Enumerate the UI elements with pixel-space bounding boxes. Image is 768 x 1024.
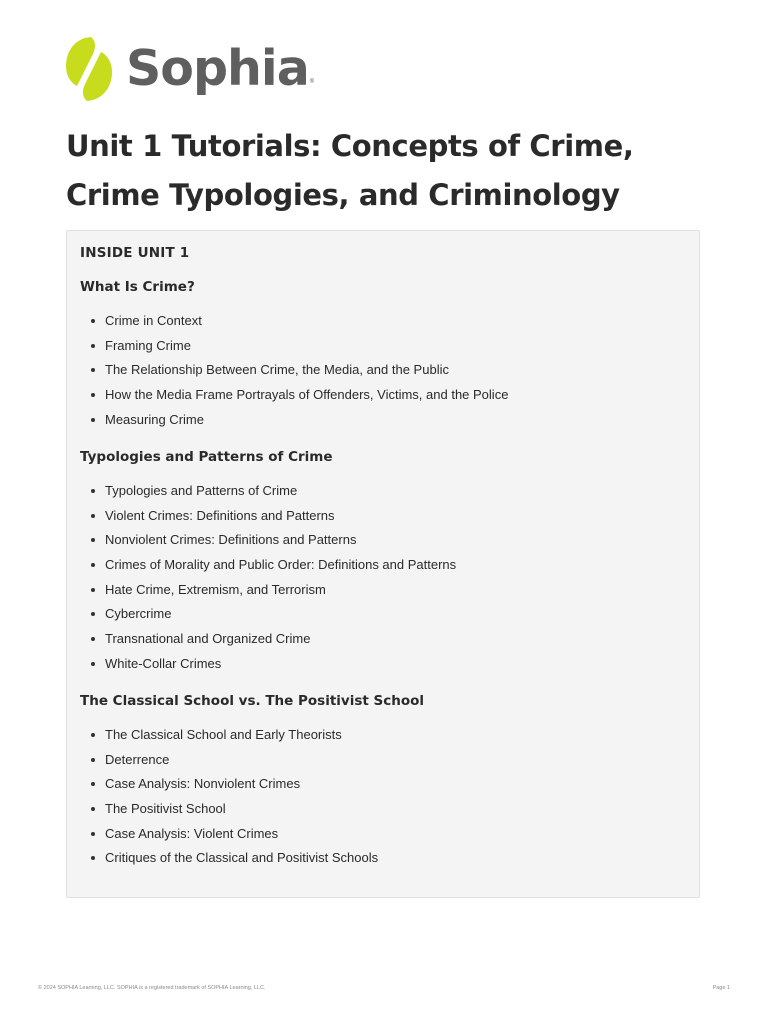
bullet-icon <box>91 393 95 397</box>
bullet-icon <box>91 832 95 836</box>
list-item-label: Hate Crime, Extremism, and Terrorism <box>105 581 326 597</box>
list-item-label: The Positivist School <box>105 801 226 817</box>
tutorial-list <box>80 726 378 874</box>
list-item[interactable] <box>80 386 508 411</box>
bullet-icon <box>91 612 95 616</box>
list-item-label: Case Analysis: Violent Crimes <box>105 825 279 841</box>
inside-unit-heading: INSIDE UNIT 1 <box>80 245 190 261</box>
section-title: What Is Crime? <box>80 279 195 295</box>
list-item[interactable] <box>80 751 378 776</box>
list-item-label: Case Analysis: Nonviolent Crimes <box>105 776 301 792</box>
tutorial-list <box>80 482 456 680</box>
bullet-icon <box>91 758 95 762</box>
list-item[interactable] <box>80 655 456 680</box>
list-item-label: Transnational and Organized Crime <box>105 631 311 647</box>
list-item[interactable] <box>80 411 508 436</box>
list-item[interactable] <box>80 800 378 825</box>
list-item[interactable] <box>80 825 378 850</box>
bullet-icon <box>91 344 95 348</box>
sophia-leaf-icon <box>66 36 112 102</box>
list-item[interactable] <box>80 531 456 556</box>
list-item[interactable] <box>80 337 508 362</box>
list-item-label: Typologies and Patterns of Crime <box>105 483 298 498</box>
list-item-label: Crime in Context <box>105 313 202 328</box>
list-item[interactable] <box>80 849 378 874</box>
list-item-label: Cybercrime <box>105 606 172 622</box>
list-item-label: Crimes of Morality and Public Order: Definitions and Patterns <box>105 557 457 573</box>
bullet-icon <box>91 418 95 422</box>
list-item[interactable] <box>80 581 456 606</box>
list-item-label: White-Collar Crimes <box>105 655 222 671</box>
list-item[interactable] <box>80 312 508 337</box>
bullet-icon <box>91 637 95 641</box>
bullet-icon <box>91 489 95 493</box>
bullet-icon <box>91 563 95 567</box>
bullet-icon <box>91 588 95 592</box>
bullet-icon <box>91 538 95 542</box>
tutorial-list <box>80 312 508 435</box>
sophia-logo <box>66 36 314 102</box>
list-item-label: Critiques of the Classical and Positivist Schools <box>105 850 379 866</box>
list-item[interactable] <box>80 605 456 630</box>
list-item-label: Measuring Crime <box>105 411 204 427</box>
list-item[interactable] <box>80 630 456 655</box>
section-title: The Classical School vs. The Positivist School <box>80 693 425 709</box>
sophia-wordmark: Sophia <box>126 40 309 97</box>
registered-mark: ® <box>309 79 315 85</box>
bullet-icon <box>91 782 95 786</box>
bullet-icon <box>91 319 95 323</box>
list-item-label: How the Media Frame Portrayals of Offenders, Victims, and the Police <box>105 387 509 403</box>
list-item[interactable] <box>80 726 378 751</box>
list-item-label: Nonviolent Crimes: Definitions and Patterns <box>105 532 357 548</box>
list-item[interactable] <box>80 556 456 581</box>
list-item[interactable] <box>80 507 456 532</box>
bullet-icon <box>91 662 95 666</box>
bullet-icon <box>91 856 95 860</box>
list-item[interactable] <box>80 361 508 386</box>
footer-copyright: © 2024 SOPHIA Learning, LLC. SOPHIA is a registered trademark of SOPHIA Learning, LLC. <box>38 985 266 991</box>
list-item[interactable] <box>80 775 378 800</box>
bullet-icon <box>91 733 95 737</box>
list-item[interactable] <box>80 482 456 507</box>
list-item-label: Violent Crimes: Definitions and Patterns <box>105 507 335 523</box>
list-item-label: The Relationship Between Crime, the Media, and the Public <box>105 362 449 378</box>
list-item-label: Framing Crime <box>105 337 191 353</box>
list-item-label: The Classical School and Early Theorists <box>105 727 342 742</box>
section-title: Typologies and Patterns of Crime <box>80 449 333 465</box>
page-title: Unit 1 Tutorials: Concepts of Crime, Crime Typologies, and Criminology <box>66 129 634 212</box>
bullet-icon <box>91 807 95 811</box>
list-item-label: Deterrence <box>105 751 170 767</box>
bullet-icon <box>91 368 95 372</box>
inside-unit-box <box>66 230 700 898</box>
bullet-icon <box>91 514 95 518</box>
footer-page-number: Page 1 <box>712 985 730 991</box>
